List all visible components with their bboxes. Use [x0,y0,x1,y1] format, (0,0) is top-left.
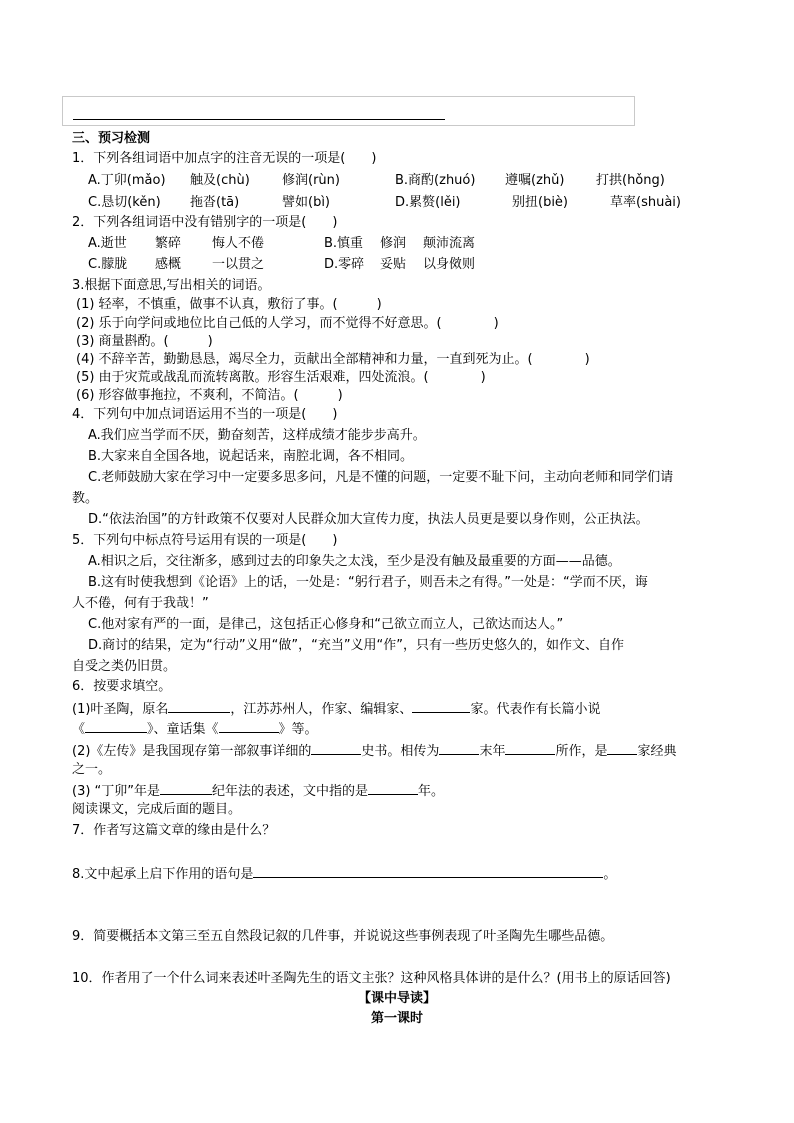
question-6-stem: 6．按要求填空。 [72,679,172,694]
q1-option-a-1: A.丁卯(mǎo) [88,173,166,188]
q3-item-6: (6) 形容做事拖拉，不爽利，不简洁。( ) [76,388,343,403]
q6-p1-text-d: 《 [72,722,86,737]
q6-blank-fairy-tales[interactable] [219,719,279,733]
q6-p1-text-f: 》等。 [278,722,318,737]
q8-text-b: 。 [603,867,617,882]
q2-option-a-3: 悔人不倦 [212,236,265,251]
q6-p3-text-a: (3) “丁卯”年是 [72,784,161,799]
question-8 [72,864,616,884]
q5-option-d-line1: D.商讨的结果，定为“行动”义用“做”，“充当”义用“作”，只有一些历史悠久的，如作文、自作 [88,638,625,653]
q6-blank-author[interactable] [505,741,555,755]
q6-line-3 [72,741,676,761]
question-5-stem: 5．下列句中标点符号运用有误的一项是( ) [72,533,338,548]
q5-option-a: A.相识之后，交往渐多，感到过去的印象失之太浅，至少是没有触及最重要的方面——品德。 [88,554,621,569]
q2-option-a-1: A.逝世 [88,236,127,251]
q4-option-d: D.“依法治国”的方针政策不仅要对人民群众加大宣传力度，执法人员更是要以身作则，公正执法。 [88,512,649,527]
q3-item-3: (3) 商量斟酌。( ) [76,334,213,349]
q1-option-c-1: C.恳切(kěn) [88,195,161,210]
q6-p1-text-c: 家。代表作有长篇小说 [470,702,601,717]
reading-intro: 阅读课文，完成后面的题目。 [72,802,242,817]
q1-option-c-3: 譬如(bì) [282,195,331,210]
q6-p1-text-e: 》、童话集《 [147,722,219,737]
q6-p1-text-b: ，江苏苏州人，作家、编辑家、 [230,702,413,717]
q4-option-c-line2: 教。 [72,491,99,506]
question-2-stem: 2．下列各组词语中没有错别字的一项是( ) [72,215,338,230]
q5-option-d-line2: 自受之类仍旧贯。 [72,659,177,674]
q1-option-a-3: 修润(rùn) [282,173,340,188]
q6-line-5 [72,781,444,801]
q3-item-2: (2) 乐于向学问或地位比自己低的人学习，而不觉得不好意思。( ) [76,316,499,331]
q6-blank-novel[interactable] [85,719,147,733]
q2-option-d-2: 妥贴 [380,257,407,272]
q1-option-b-2: 遵嘱(zhǔ) [505,173,565,188]
q2-option-b-1: B.慎重 [324,236,364,251]
q1-option-b-1: B.商酌(zhuó) [395,173,476,188]
question-4-stem: 4．下列句中加点词语运用不当的一项是( ) [72,407,338,422]
q6-p2-text-e: 家经典 [637,744,677,759]
answer-underline [73,119,445,120]
q5-option-c: C.他对家有严的一面，是律己，这包括正心修身和“己欲立而立人，己欲达而达人。” [88,617,564,632]
q4-option-a: A.我们应当学而不厌，勤奋刻苦，这样成绩才能步步高升。 [88,428,426,443]
q6-p2-text-f: 之一。 [72,762,112,777]
q6-p1-text-a: (1)叶圣陶，原名 [72,702,169,717]
q8-answer-blank[interactable] [253,864,603,878]
question-1-stem: 1．下列各组词语中加点字的注音无误的一项是( ) [72,151,377,166]
q6-blank-history-type[interactable] [311,741,361,755]
q2-option-c-2: 感概 [155,257,182,272]
section-heading-class-guide: 【课中导读】 [357,991,436,1006]
q2-option-d-1: D.零碎 [324,257,365,272]
q6-p2-text-c: 末年 [479,744,506,759]
question-9: 9．简要概括本文第三至五自然段记叙的几件事，并说说这些事例表现了叶圣陶先生哪些品德。 [72,929,614,944]
q6-p2-text-a: (2)《左传》是我国现存第一部叙事详细的 [72,744,312,759]
q6-p3-text-b: 纪年法的表述，文中指的是 [212,784,369,799]
q3-item-5: (5) 由于灾荒或战乱而流转离散。形容生活艰难，四处流浪。( ) [76,370,486,385]
question-10: 10．作者用了一个什么词来表述叶圣陶先生的语文主张？这种风格具体讲的是什么？(用书上的原话回答) [72,971,671,986]
q2-option-b-2: 修润 [380,236,407,251]
section-subheading-lesson-1: 第一课时 [370,1011,423,1026]
q6-blank-school[interactable] [607,741,637,755]
q3-item-4: (4) 不辞辛苦，勤勤恳恳，竭尽全力，贡献出全部精神和力量，一直到死为止。( ) [76,352,590,367]
q6-line-2 [72,719,318,739]
q2-option-c-1: C.朦胧 [88,257,128,272]
q6-blank-profession[interactable] [412,699,470,713]
q6-blank-calendar[interactable] [160,781,212,795]
q3-item-1: (1) 轻率，不慎重，做事不认真，敷衍了事。( ) [76,297,382,312]
q6-p2-text-d: 所作，是 [555,744,608,759]
q2-option-c-3: 一以贯之 [212,257,265,272]
q8-text-a: 8.文中起承上启下作用的语句是 [72,867,254,882]
q2-option-b-3: 颠沛流离 [423,236,476,251]
q1-option-d-3: 草率(shuài) [610,195,681,210]
q2-option-a-2: 繁碎 [155,236,182,251]
q6-blank-year[interactable] [368,781,418,795]
section-title: 三、预习检测 [72,131,151,146]
question-3-stem: 3.根据下面意思,写出相关的词语。 [72,278,271,293]
q1-option-c-2: 拖沓(tā) [190,195,240,210]
q1-option-a-2: 触及(chù) [190,173,250,188]
q1-option-d-2: 别扭(biè) [512,195,569,210]
q4-option-c-line1: C.老师鼓励大家在学习中一定要多思多问，凡是不懂的问题，一定要不耻下问，主动向老师和同学们请 [88,470,674,485]
q6-p2-text-b: 史书。相传为 [361,744,440,759]
q4-option-b: B.大家来自全国各地，说起话来，南腔北调，各不相同。 [88,449,414,464]
q6-blank-period[interactable] [439,741,479,755]
q6-line-1 [72,699,600,719]
q5-option-b-line1: B.这有时使我想到《论语》上的话，一处是：“躬行君子，则吾未之有得。”一处是：“学而不厌，诲 [88,575,648,590]
q1-option-b-3: 打拱(hǒng) [596,173,665,188]
q5-option-b-line2: 人不倦，何有于我哉！” [72,596,209,611]
q6-blank-original-name[interactable] [168,699,230,713]
top-answer-box [62,96,635,126]
q1-option-d-1: D.累赘(lěi) [395,195,461,210]
q2-option-d-3: 以身傚则 [423,257,476,272]
question-7: 7．作者写这篇文章的缘由是什么？ [72,823,276,838]
q6-p3-text-c: 年。 [418,784,445,799]
